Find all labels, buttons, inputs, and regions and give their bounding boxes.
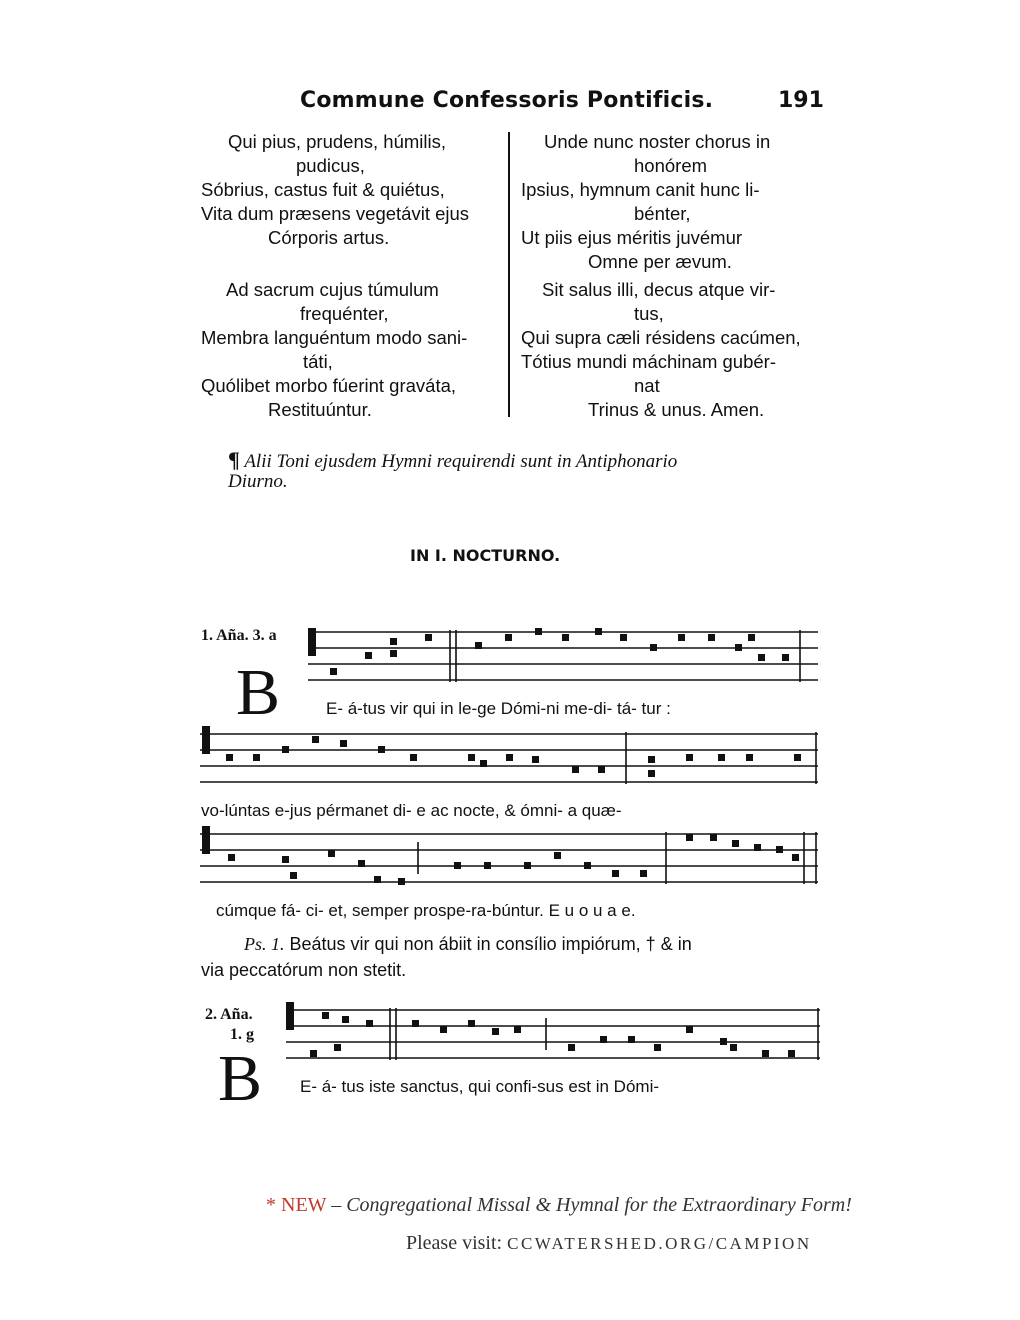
new-badge: * NEW	[266, 1194, 327, 1216]
hymn-line: Córporis artus.	[268, 227, 390, 248]
rubric-line-1: Alii Toni ejusdem Hymni requirendi sunt in Antiphonario	[244, 451, 678, 472]
hymn-line: Unde nunc noster chorus in	[544, 131, 771, 152]
hymn-line: pudicus,	[296, 155, 365, 176]
hymn-line: Restituúntur.	[268, 399, 372, 420]
hymn-line: Tótius mundi máchinam gubér-	[521, 351, 776, 372]
lyrics-line: E- á-tus vir qui in le-ge Dómi-ni me-di- tá- tur :	[326, 699, 671, 718]
hymn-line: Ipsius, hymnum canit hunc li-	[521, 179, 760, 200]
rubric	[228, 447, 677, 473]
ad-dash: –	[331, 1194, 342, 1216]
hymn-line: Ad sacrum cujus túmulum	[226, 279, 439, 300]
hymn-line: Ut piis ejus méritis juvémur	[521, 227, 743, 248]
hymn-line: Qui supra cæli résidens cacúmen,	[521, 327, 801, 348]
initial-letter: B	[218, 1042, 263, 1115]
hymn-line: nat	[634, 375, 660, 396]
page-number: 191	[778, 88, 824, 113]
chant-staff-3	[198, 822, 823, 896]
psalm-ref: Ps. 1.	[244, 934, 285, 954]
hymn-line: Qui pius, prudens, húmilis,	[228, 131, 446, 152]
hymn-line: táti,	[303, 351, 333, 372]
hymn-line: Sóbrius, castus fuit & quiétus,	[201, 179, 445, 200]
ad-line-2	[406, 1232, 812, 1255]
section-title: IN I. NOCTURNO.	[410, 546, 561, 565]
chant-staff-1	[300, 620, 820, 690]
hymn-line: Membra languéntum modo sani-	[201, 327, 468, 348]
hymn-line: Vita dum præsens vegetávit ejus	[201, 203, 470, 224]
ad-text: Congregational Missal & Hymnal for the Extraordinary Form!	[346, 1194, 852, 1216]
pilcrow-icon: ¶	[228, 447, 240, 472]
hymn-line: Omne per ævum.	[588, 251, 732, 272]
hymn-line: frequénter,	[300, 303, 389, 324]
hymn-line: Quólibet morbo fúerint graváta,	[201, 375, 457, 396]
hymn-line: Trinus & unus. Amen.	[588, 399, 765, 420]
rubric-line-2: Diurno.	[228, 471, 288, 492]
ad-line-1	[266, 1194, 852, 1217]
lyrics-line: E- á- tus iste sanctus, qui confi-sus est in Dómi-	[300, 1077, 660, 1096]
hymn-line: bénter,	[634, 203, 691, 224]
chant-staff-4	[282, 998, 822, 1068]
antiphon-label: 2. Aña.	[205, 1006, 253, 1023]
psalm-text: Beátus vir qui non ábiit in consílio impiórum, † & in	[289, 934, 692, 954]
ad-visit: Please visit:	[406, 1232, 503, 1254]
page-title: Commune Confessoris Pontificis.	[300, 88, 714, 113]
psalm-line-2: via peccatórum non stetit.	[201, 960, 407, 980]
lyrics-line: vo-lúntas e-jus pérmanet di- e ac nocte, & ómni- a quæ-	[201, 801, 622, 820]
chant-staff-2	[198, 722, 823, 792]
lyrics-line: cúmque fá- ci- et, semper prospe-ra-búntur. E u o u a e.	[216, 901, 636, 920]
column-divider	[508, 132, 510, 417]
ad-url-link[interactable]: CCWATERSHED.ORG/CAMPION	[507, 1234, 812, 1253]
initial-letter: B	[236, 656, 281, 729]
psalm-line-1	[244, 934, 692, 955]
antiphon-label: 1. Aña. 3. a	[201, 627, 277, 644]
antiphon-mode: 1. g	[230, 1026, 254, 1043]
hymn-line: honórem	[634, 155, 708, 176]
hymn-line: tus,	[634, 303, 664, 324]
hymn-line: Sit salus illi, decus atque vir-	[542, 279, 776, 300]
